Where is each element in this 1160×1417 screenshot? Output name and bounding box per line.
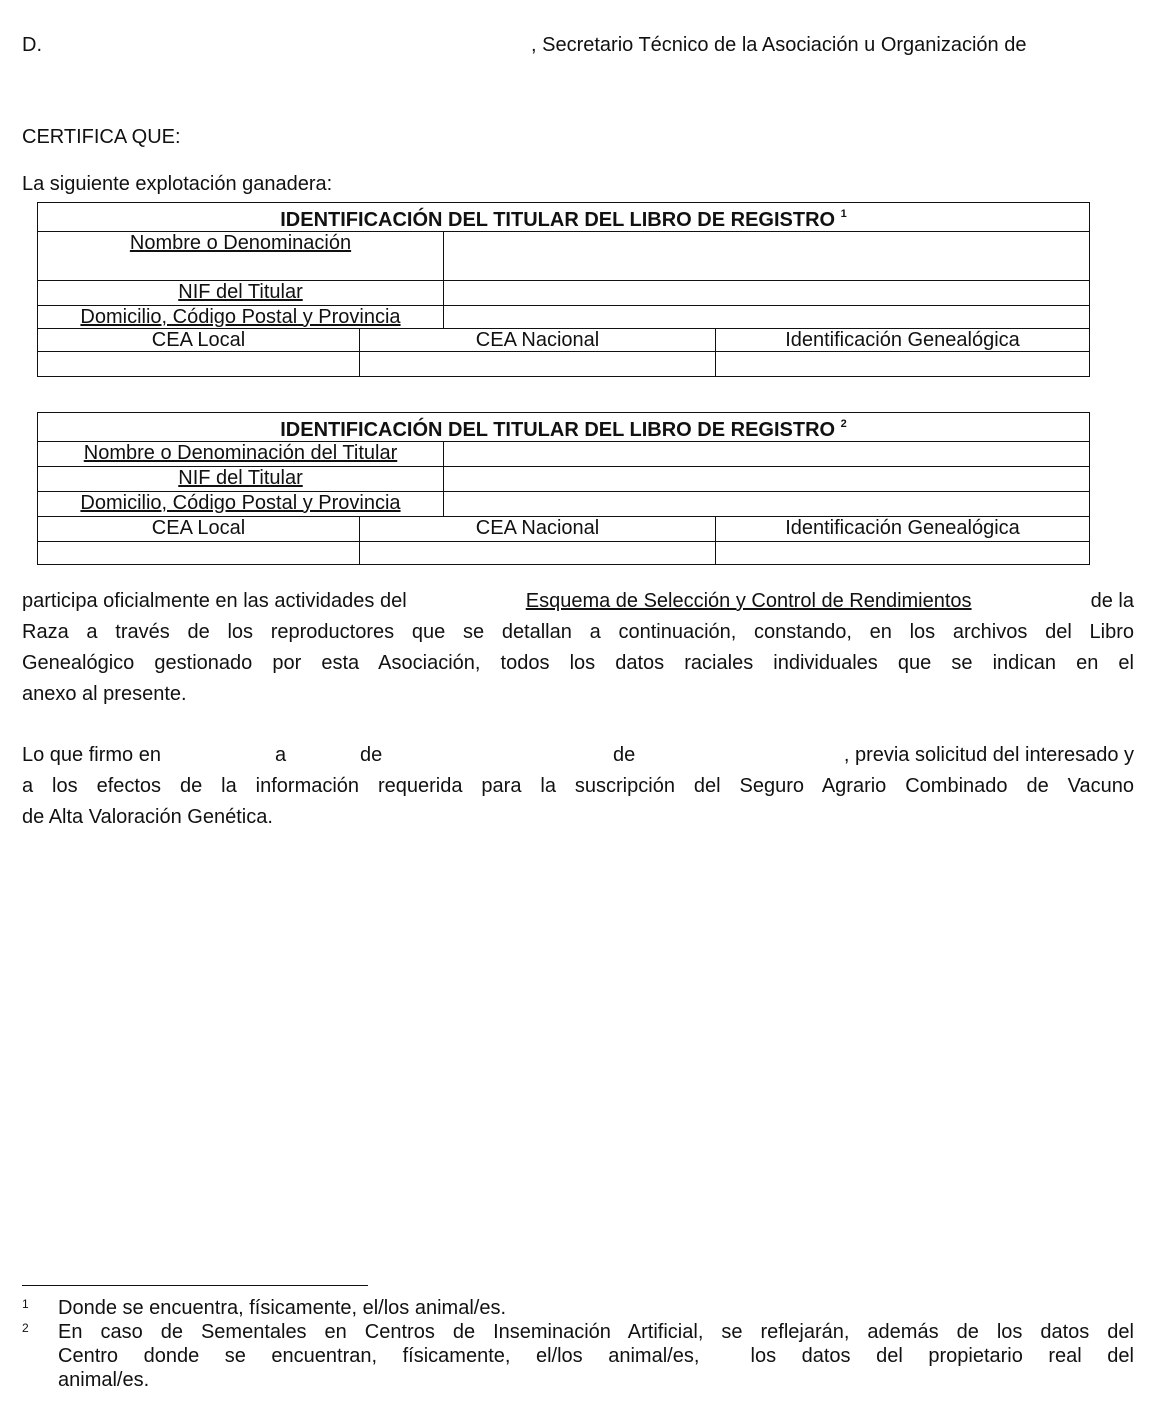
de-text-2: de [613,744,636,766]
table2-cea-local-header: CEA Local [38,517,360,542]
table1-address-label: Domicilio, Código Postal y Provincia [80,306,401,328]
intro-text: La siguiente explotación ganadera: [22,173,333,195]
table2-id-genealogica-header: Identificación Genealógica [716,517,1090,542]
table2-name-label-cell [38,442,444,467]
paragraph1-line1-post: de la [1090,590,1134,612]
table1-cea-local-header: CEA Local [38,329,360,352]
paragraph1-line3: Genealógico gestionado por esta Asociación, todos los datos raciales individuales que se indican en el [22,652,1134,674]
table1-cea-nacional-header: CEA Nacional [360,329,716,352]
signature-paragraph [22,740,1134,833]
table1-address-value[interactable] [444,306,1090,329]
paragraph1-line1-pre: participa oficialmente en las actividades del [22,590,407,612]
table1-address-label-cell [38,306,444,329]
footnote-2-line-1: En caso de Sementales en Centros de Inseminación Artificial, se reflejarán, además de los datos del [58,1321,1134,1343]
de-text-1: de [360,744,383,766]
paragraph1-line4: anexo al presente. [22,683,187,705]
table1-cea-local-value[interactable] [38,352,360,377]
table1-nif-label: NIF del Titular [178,281,303,303]
table2-nif-label-cell [38,467,444,492]
previa-solicitud-text: , previa solicitud del interesado y [843,744,1134,766]
paragraph1-line2: Raza a través de los reproductores que se detallan a continuación, constando, en los archivos del Libro [22,621,1134,643]
footnote-separator [22,1285,368,1286]
table2-address-label: Domicilio, Código Postal y Provincia [80,492,401,514]
table2-id-genealogica-value[interactable] [716,542,1090,565]
footnote-2-line-3: animal/es. [58,1369,150,1391]
table2-title: IDENTIFICACIÓN DEL TITULAR DEL LIBRO DE REGISTRO $^2$ [38,413,1090,442]
table1-id-genealogica-value[interactable] [716,352,1090,377]
table1-cea-nacional-value[interactable] [360,352,716,377]
secretary-text: , Secretario Técnico de la Asociación u Organización de [531,34,1027,56]
footnote-2 [22,1320,1134,1392]
registry-table-1 [37,202,1090,377]
table1-name-value[interactable] [444,232,1090,281]
table2-footnote-ref: 2 [840,418,847,430]
table1-id-genealogica-header: Identificación Genealógica [716,329,1090,352]
table2-address-value[interactable] [444,492,1090,517]
firmo-en-text: Lo que firmo en [22,744,161,766]
table1-nif-value[interactable] [444,281,1090,306]
footnote-1 [22,1296,1134,1320]
footnote-1-number: 1 [22,1297,29,1311]
table1-nif-label-cell [38,281,444,306]
footnote-2-line-2: Centro donde se encuentran, físicamente, el/los animal/es, los datos del propietario real del [58,1345,1134,1367]
table2-name-value[interactable] [444,442,1090,467]
table2-cea-nacional-value[interactable] [360,542,716,565]
table1-name-label-cell [38,232,444,281]
footnote-2-number: 2 [22,1321,29,1335]
footnote-1-text: Donde se encuentra, físicamente, el/los animal/es. [58,1297,507,1319]
table2-nif-value[interactable] [444,467,1090,492]
esquema-link: Esquema de Selección y Control de Rendimientos [525,590,972,612]
registry-table-2 [37,412,1090,565]
table2-name-label: Nombre o Denominación del Titular [83,442,398,464]
paragraph2-line2: a los efectos de la información requerida para la suscripción del Seguro Agrario Combinado de Vacuno [22,775,1134,797]
d-label: D. [22,34,42,56]
table2-cea-nacional-header: CEA Nacional [360,517,716,542]
table1-title: IDENTIFICACIÓN DEL TITULAR DEL LIBRO DE REGISTRO $^1$ [38,203,1090,232]
table2-nif-label: NIF del Titular [178,467,303,489]
paragraph2-line3: de Alta Valoración Genética. [22,806,273,828]
table2-cea-local-value[interactable] [38,542,360,565]
certifica-heading: CERTIFICA QUE: [22,126,181,148]
table1-name-label: Nombre o Denominación [129,232,352,254]
a-text: a [275,744,287,766]
table1-footnote-ref: 1 [840,208,847,220]
table2-address-label-cell [38,492,444,517]
participation-paragraph [22,586,1134,710]
